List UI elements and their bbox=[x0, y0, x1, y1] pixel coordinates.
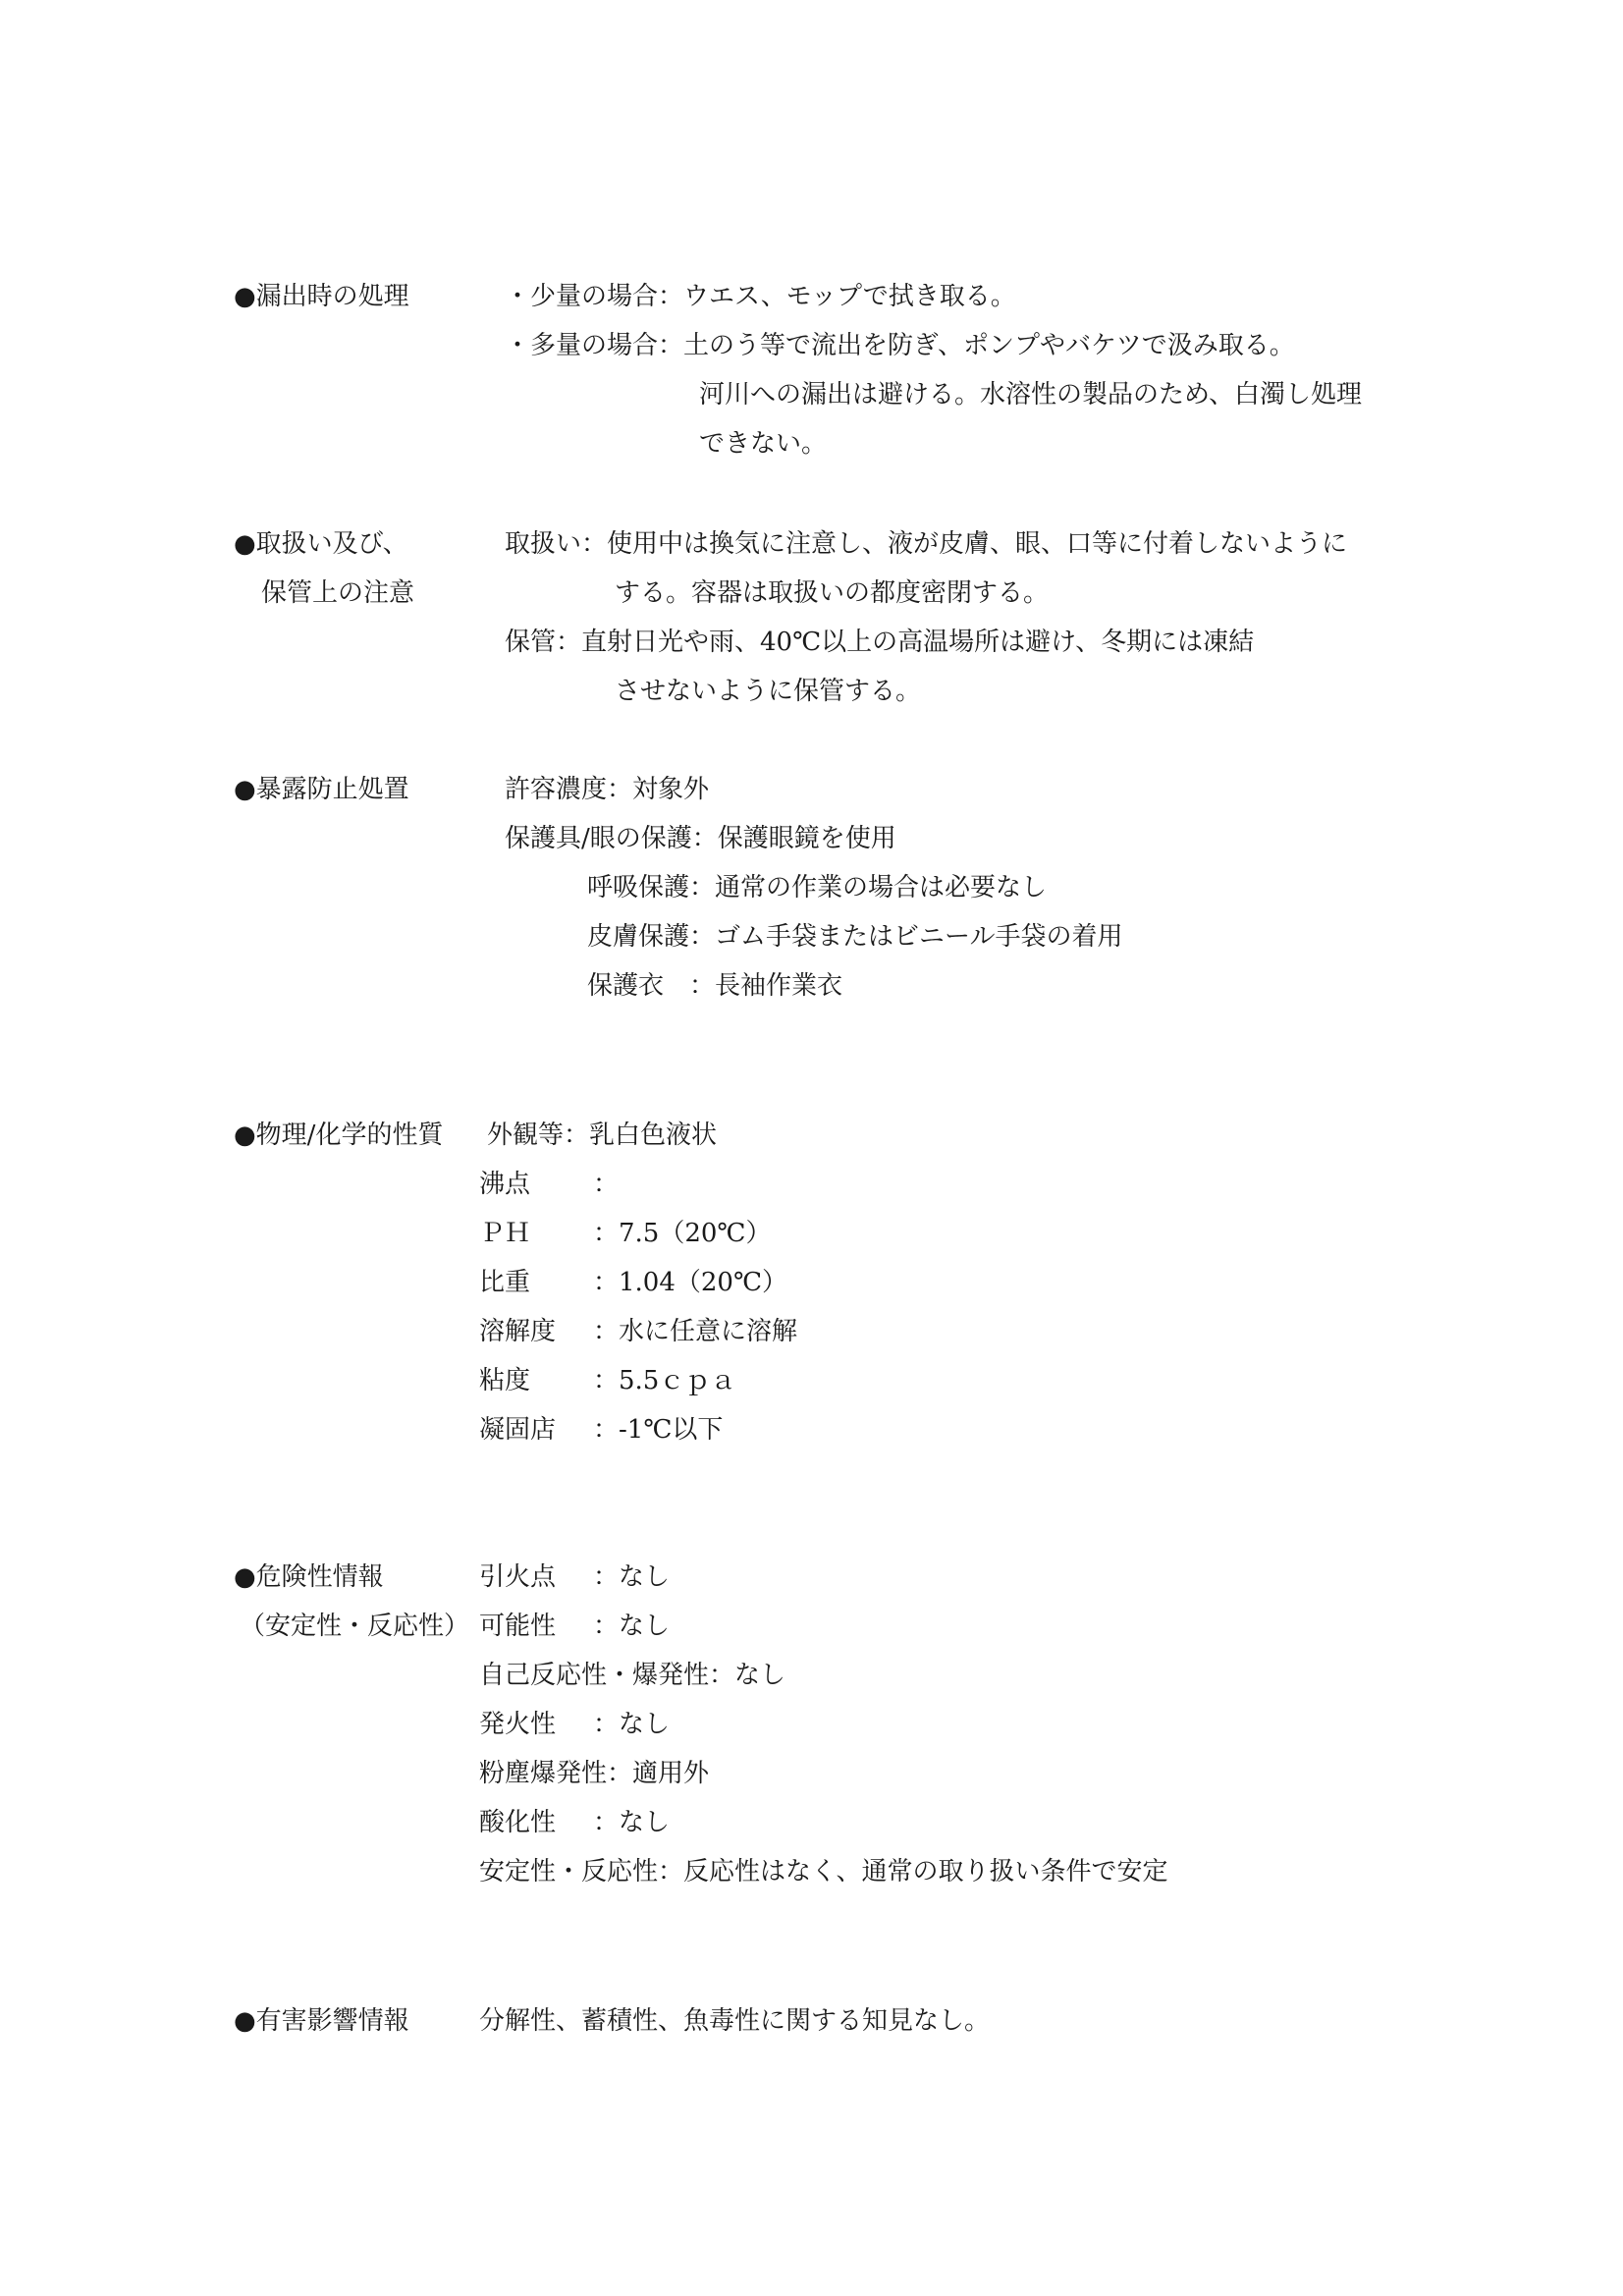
hazard-heading-2: （安定性・反応性） bbox=[240, 1612, 470, 1641]
hazard-flash-label: 引火点 bbox=[479, 1562, 557, 1592]
spill-large: ・多量の場合：土のう等で流出を防ぎ、ポンプやバケツで汲み取る。 bbox=[505, 331, 1295, 360]
physical-value-ph: ：7.5（20℃） bbox=[593, 1219, 772, 1248]
handling-text-2: する。容器は取扱いの都度密閉する。 bbox=[615, 578, 1050, 608]
hazard-heading-1: ●危険性情報 bbox=[234, 1562, 384, 1592]
spill-large-cont-1: 河川への漏出は避ける。水溶性の製品のため、白濁し処理 bbox=[699, 380, 1362, 410]
exposure-eye: 保護具/眼の保護：保護眼鏡を使用 bbox=[505, 824, 896, 853]
physical-value-gravity: ：1.04（20℃） bbox=[593, 1268, 788, 1297]
spill-large-cont-2: できない。 bbox=[699, 429, 828, 459]
physical-value-freezing: ：-1℃以下 bbox=[593, 1415, 724, 1445]
spill-heading: ●漏出時の処理 bbox=[234, 282, 409, 311]
hazard-oxidizing-value: ：なし bbox=[593, 1808, 671, 1837]
hazard-self-reactive: 自己反応性・爆発性：なし bbox=[479, 1661, 786, 1690]
toxicity-text: 分解性、蓄積性、魚毒性に関する知見なし。 bbox=[479, 2006, 991, 2036]
physical-label-ph: ＰＨ bbox=[479, 1219, 531, 1248]
physical-label-viscosity: 粘度 bbox=[479, 1366, 531, 1395]
exposure-clothing: 保護衣 ：長袖作業衣 bbox=[587, 971, 843, 1001]
exposure-limit: 許容濃度：対象外 bbox=[505, 775, 710, 804]
hazard-possible-value: ：なし bbox=[593, 1612, 671, 1641]
hazard-oxidizing-label: 酸化性 bbox=[479, 1808, 557, 1837]
toxicity-heading: ●有害影響情報 bbox=[234, 2006, 409, 2036]
spill-small: ・少量の場合：ウエス、モップで拭き取る。 bbox=[505, 282, 1016, 311]
handling-heading-2: 保管上の注意 bbox=[261, 578, 415, 608]
physical-value-viscosity: ：5.5ｃｐａ bbox=[593, 1366, 736, 1395]
exposure-skin: 皮膚保護：ゴム手袋またはビニール手袋の着用 bbox=[587, 922, 1123, 952]
hazard-stability: 安定性・反応性：反応性はなく、通常の取り扱い条件で安定 bbox=[479, 1857, 1168, 1886]
physical-value-boiling: ： bbox=[593, 1170, 620, 1199]
physical-label-freezing: 凝固店 bbox=[479, 1415, 557, 1445]
physical-appearance: 外観等：乳白色液状 bbox=[487, 1121, 718, 1150]
physical-heading: ●物理/化学的性質 bbox=[234, 1121, 444, 1150]
hazard-possible-label: 可能性 bbox=[479, 1612, 557, 1641]
hazard-ignition-value: ：なし bbox=[593, 1710, 671, 1739]
physical-label-gravity: 比重 bbox=[479, 1268, 531, 1297]
exposure-respiratory: 呼吸保護：通常の作業の場合は必要なし bbox=[587, 873, 1048, 902]
handling-text-1: 取扱い：使用中は換気に注意し、液が皮膚、眼、口等に付着しないように bbox=[505, 529, 1348, 559]
physical-label-solubility: 溶解度 bbox=[479, 1317, 557, 1346]
handling-heading-1: ●取扱い及び、 bbox=[234, 529, 408, 559]
physical-value-solubility: ：水に任意に溶解 bbox=[593, 1317, 798, 1346]
storage-text-1: 保管：直射日光や雨、40℃以上の高温場所は避け、冬期には凍結 bbox=[505, 628, 1255, 657]
hazard-flash-value: ：なし bbox=[593, 1562, 671, 1592]
hazard-dust: 粉塵爆発性：適用外 bbox=[479, 1759, 710, 1788]
hazard-ignition-label: 発火性 bbox=[479, 1710, 557, 1739]
exposure-heading: ●暴露防止処置 bbox=[234, 775, 409, 804]
physical-label-boiling: 沸点 bbox=[479, 1170, 531, 1199]
storage-text-2: させないように保管する。 bbox=[615, 677, 922, 706]
